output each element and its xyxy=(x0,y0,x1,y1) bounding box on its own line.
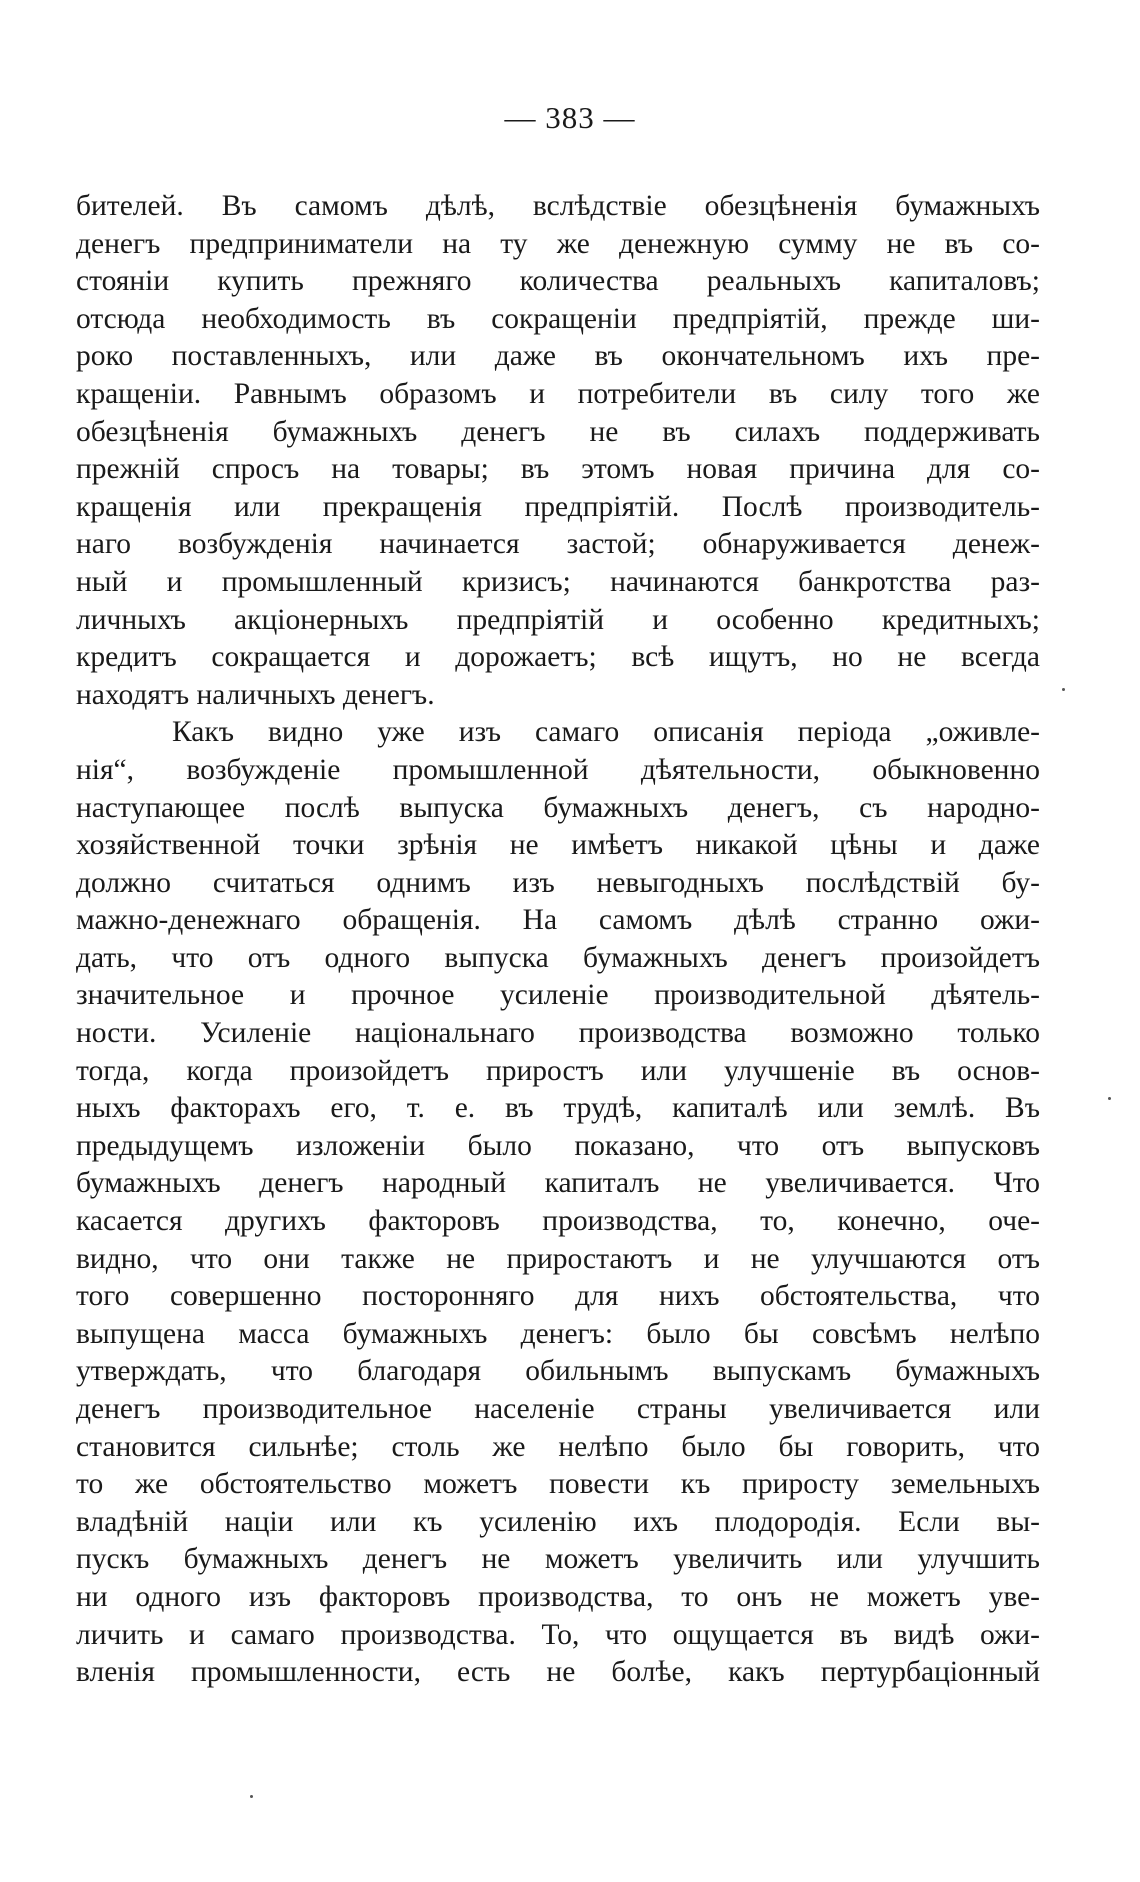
text-line: выпущена масса бумажныхъ денегъ: было бы совсѣмъ нелѣпо xyxy=(76,1317,1040,1350)
text-line: личныхъ акціонерныхъ предпріятій и особенно кредитныхъ; xyxy=(76,603,1040,636)
text-line: того совершенно посторонняго для нихъ обстоятельства, что xyxy=(76,1280,1040,1313)
text-line: ности. Усиленіе національнаго производства возможно только xyxy=(76,1017,1040,1050)
text-line: владѣній націи или къ усиленію ихъ плодородія. Если вы- xyxy=(76,1505,1040,1538)
text-line: мажно-денежнаго обращенія. На самомъ дѣлѣ странно ожи- xyxy=(76,904,1040,937)
text-line: стояніи купить прежняго количества реальныхъ капиталовъ; xyxy=(76,265,1040,298)
text-line: должно считаться однимъ изъ невыгодныхъ послѣдствій бу- xyxy=(76,866,1040,899)
text-line: кращенія или прекращенія предпріятій. Послѣ производитель- xyxy=(76,490,1040,523)
page-number: — 383 — xyxy=(504,100,636,135)
text-line: предыдущемъ изложеніи было показано, что отъ выпусковъ xyxy=(76,1129,1040,1162)
text-line: хозяйственной точки зрѣнія не имѣетъ никакой цѣны и даже xyxy=(76,829,1040,862)
text-line: видно, что они также не приростаютъ и не улучшаются отъ xyxy=(76,1242,1040,1275)
text-line: то же обстоятельство можетъ повести къ приросту земельныхъ xyxy=(76,1468,1040,1501)
scan-speck xyxy=(250,1795,253,1798)
text-line: нія“, возбужденіе промышленной дѣятельности, обыкновенно xyxy=(76,753,1040,786)
text-line: кращеніи. Равнымъ образомъ и потребители въ силу того же xyxy=(76,377,1040,410)
text-line: наго возбужденія начинается застой; обнаруживается денеж- xyxy=(76,528,1040,561)
text-line: денегъ производительное населеніе страны увеличивается или xyxy=(76,1393,1040,1425)
paragraph xyxy=(76,714,1040,1691)
text-line: становится сильнѣе; столь же нелѣпо было бы говорить, что xyxy=(76,1430,1040,1463)
text-line: кредитъ сокращается и дорожаетъ; всѣ ищутъ, но не всегда xyxy=(76,641,1040,674)
paragraph xyxy=(76,188,1040,714)
text-line: бумажныхъ денегъ народный капиталъ не увеличивается. Что xyxy=(76,1167,1040,1200)
text-line: значительное и прочное усиленіе производительной дѣятель- xyxy=(76,979,1040,1012)
text-line: ный и промышленный кризисъ; начинаются банкротства раз- xyxy=(76,565,1040,598)
scan-speck xyxy=(1108,1097,1111,1100)
text-line: денегъ предприниматели на ту же денежную сумму не въ со- xyxy=(76,227,1040,260)
text-line: пускъ бумажныхъ денегъ не можетъ увеличить или улучшить xyxy=(76,1543,1040,1576)
scan-speck xyxy=(1062,688,1065,691)
text-line: дать, что отъ одного выпуска бумажныхъ денегъ произойдетъ xyxy=(76,941,1040,974)
text-line: наступающее послѣ выпуска бумажныхъ денегъ, съ народно- xyxy=(76,791,1040,824)
text-line: утверждать, что благодаря обильнымъ выпускамъ бумажныхъ xyxy=(76,1355,1040,1388)
text-line: роко поставленныхъ, или даже въ окончательномъ ихъ пре- xyxy=(76,340,1040,373)
text-line: ни одного изъ факторовъ производства, то онъ не можетъ уве- xyxy=(76,1580,1040,1613)
text-line: обезцѣненія бумажныхъ денегъ не въ силахъ поддерживать xyxy=(76,415,1040,448)
text-line: вленія промышленности, есть не болѣе, какъ пертурбаціонный xyxy=(76,1656,1040,1689)
text-line: Какъ видно уже изъ самаго описанія періода „оживле- xyxy=(172,716,1040,749)
text-line: прежній спросъ на товары; въ этомъ новая причина для со- xyxy=(76,453,1040,486)
text-line: отсюда необходимость въ сокращеніи предпріятій, прежде ши- xyxy=(76,302,1040,335)
body-text xyxy=(76,188,1040,1692)
text-line: касается другихъ факторовъ производства, то, конечно, оче- xyxy=(76,1205,1040,1238)
text-line: ныхъ факторахъ его, т. е. въ трудѣ, капиталѣ или землѣ. Въ xyxy=(76,1092,1040,1125)
text-line: находятъ наличныхъ денегъ. xyxy=(76,678,435,711)
text-line: бителей. Въ самомъ дѣлѣ, вслѣдствіе обезцѣненія бумажныхъ xyxy=(76,190,1040,222)
text-line: личить и самаго производства. То, что ощущается въ видѣ ожи- xyxy=(76,1618,1040,1651)
text-line: тогда, когда произойдетъ приростъ или улучшеніе въ основ- xyxy=(76,1054,1040,1087)
